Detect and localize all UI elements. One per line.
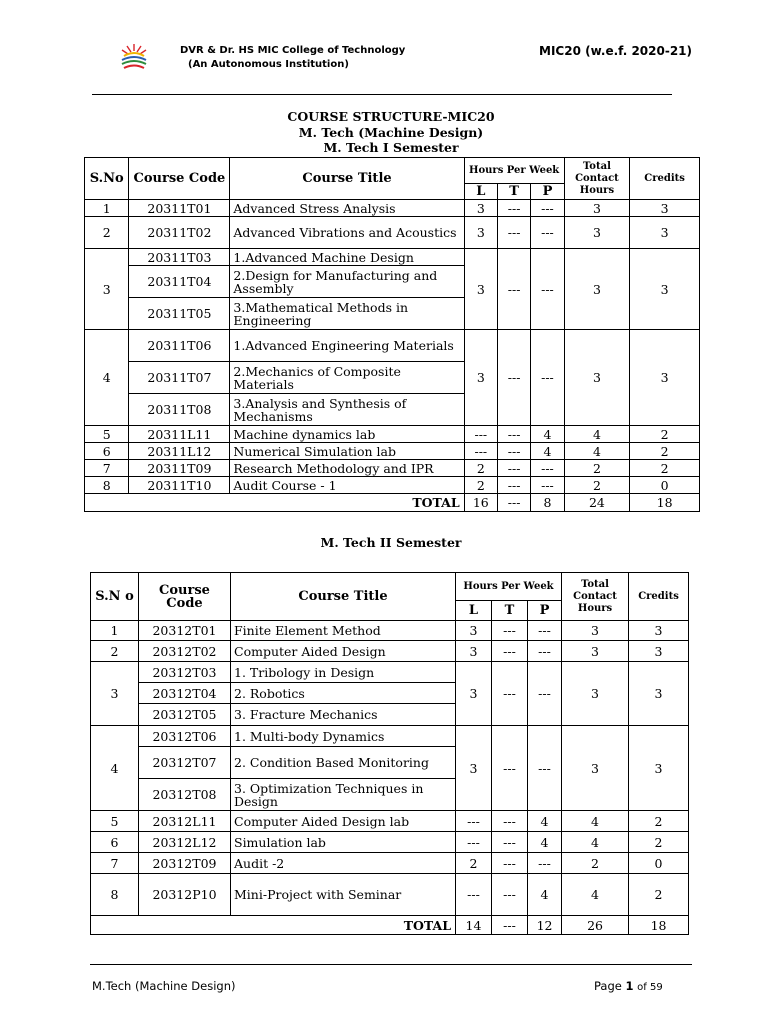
table-row [91,811,689,832]
cell-course-code: 20312T04 [139,683,231,704]
table-row [91,874,689,916]
document-titles [0,109,768,156]
header-sno: S.N o [91,573,139,621]
cell-credits: 2 [630,443,700,460]
table-row [85,330,700,362]
cell-course-title: 1. Multi-body Dynamics [231,726,456,747]
header-p: P [528,601,562,621]
cell-contact-hours: 4 [562,874,629,916]
cell-course-code: 20312T09 [139,853,231,874]
cell-p: 4 [528,811,562,832]
cell-contact-hours: 3 [564,330,630,426]
cell-credits: 2 [630,426,700,443]
cell-course-code: 20311T07 [129,362,230,394]
total-p: 12 [528,916,562,935]
cell-course-title: 1. Tribology in Design [231,662,456,683]
cell-course-title: Computer Aided Design [231,641,456,662]
header-hours-per-week: Hours Per Week [456,573,562,601]
cell-course-code: 20312T08 [139,779,231,811]
table-row [85,426,700,443]
cell-course-title: Mini-Project with Seminar [231,874,456,916]
table-row [85,249,700,266]
cell-t: --- [497,200,530,217]
cell-course-title: Advanced Vibrations and Acoustics [230,217,464,249]
cell-contact-hours: 4 [562,832,629,853]
cell-contact-hours: 4 [564,443,630,460]
semester-2-table [90,572,689,935]
college-subtitle: (An Autonomous Institution) [188,59,349,70]
cell-sno: 8 [91,874,139,916]
cell-l: --- [464,426,497,443]
cell-course-code: 20311T05 [129,298,230,330]
cell-credits: 0 [629,853,689,874]
semester-2-title: M. Tech II Semester [320,535,462,550]
cell-l: 2 [464,460,497,477]
cell-course-title: 1.Advanced Machine Design [230,249,464,266]
cell-l: --- [456,832,492,853]
table-row [91,832,689,853]
cell-p: --- [528,662,562,726]
cell-p: --- [528,726,562,811]
cell-l: 2 [456,853,492,874]
header-sno: S.No [85,158,129,200]
footer-divider [90,964,692,965]
cell-course-title: 3.Analysis and Synthesis of Mechanisms [230,394,464,426]
cell-t: --- [497,330,530,426]
cell-course-title: 2.Design for Manufacturing and Assembly [230,266,464,298]
cell-course-title: 3. Optimization Techniques in Design [231,779,456,811]
cell-course-title: Finite Element Method [231,621,456,641]
cell-course-code: 20312T01 [139,621,231,641]
cell-sno: 5 [85,426,129,443]
table-row [91,621,689,641]
cell-course-title: Machine dynamics lab [230,426,464,443]
semester-1-title: M. Tech I Semester [323,140,459,155]
page-label: Page [594,979,622,993]
page-current: 1 [625,979,634,993]
cell-course-title: 2. Robotics [231,683,456,704]
cell-course-title: Audit -2 [231,853,456,874]
cell-credits: 2 [629,874,689,916]
cell-credits: 3 [630,217,700,249]
header-hours-per-week: Hours Per Week [464,158,564,184]
page-number [594,979,663,993]
cell-course-title: 3. Fracture Mechanics [231,704,456,726]
cell-course-code: 20311T09 [129,460,230,477]
cell-sno: 7 [85,460,129,477]
cell-sno: 3 [85,249,129,330]
header-total-contact-hours: Total Contact Hours [562,573,629,621]
cell-contact-hours: 3 [562,726,629,811]
cell-p: --- [528,641,562,662]
cell-contact-hours: 3 [564,200,630,217]
cell-course-code: 20311L12 [129,443,230,460]
cell-p: --- [528,853,562,874]
cell-course-title: Computer Aided Design lab [231,811,456,832]
cell-sno: 1 [91,621,139,641]
header-credits: Credits [630,158,700,200]
cell-course-code: 20312T02 [139,641,231,662]
cell-course-title: 1.Advanced Engineering Materials [230,330,464,362]
cell-credits: 3 [630,200,700,217]
table-row [85,217,700,249]
table-row [85,443,700,460]
cell-sno: 7 [91,853,139,874]
footer-program: M.Tech (Machine Design) [92,979,236,993]
total-label: TOTAL [91,916,456,935]
cell-p: --- [528,621,562,641]
course-structure-title: COURSE STRUCTURE-MIC20 [287,109,495,124]
header-credits: Credits [629,573,689,621]
header-l: L [456,601,492,621]
cell-l: --- [456,811,492,832]
cell-p: --- [531,477,564,494]
cell-course-code: 20312T03 [139,662,231,683]
page-total: of 59 [637,982,663,993]
header-course-title: Course Title [231,573,456,621]
cell-l: 2 [464,477,497,494]
cell-t: --- [492,641,528,662]
cell-contact-hours: 4 [564,426,630,443]
total-contact-hours: 24 [564,494,630,512]
cell-course-title: 2.Mechanics of Composite Materials [230,362,464,394]
total-l: 14 [456,916,492,935]
cell-credits: 3 [630,330,700,426]
cell-credits: 3 [630,249,700,330]
cell-t: --- [497,426,530,443]
cell-credits: 3 [629,621,689,641]
cell-contact-hours: 2 [562,853,629,874]
total-t: --- [497,494,530,512]
cell-p: 4 [528,874,562,916]
header-course-title: Course Title [230,158,464,200]
cell-l: --- [464,443,497,460]
cell-course-code: 20312T07 [139,747,231,779]
cell-course-title: Advanced Stress Analysis [230,200,464,217]
college-header [180,44,405,72]
total-credits: 18 [629,916,689,935]
total-p: 8 [531,494,564,512]
cell-contact-hours: 2 [564,460,630,477]
cell-course-code: 20311T04 [129,266,230,298]
cell-l: 3 [464,217,497,249]
cell-sno: 2 [91,641,139,662]
table-row [91,726,689,747]
cell-l: 3 [464,249,497,330]
header-p: P [531,184,564,200]
cell-l: --- [456,874,492,916]
cell-credits: 3 [629,726,689,811]
cell-contact-hours: 3 [564,217,630,249]
cell-l: 3 [456,641,492,662]
cell-course-code: 20312L11 [139,811,231,832]
cell-p: --- [531,249,564,330]
cell-t: --- [492,726,528,811]
cell-contact-hours: 2 [564,477,630,494]
total-label: TOTAL [85,494,465,512]
header-t: T [497,184,530,200]
table-row [85,200,700,217]
cell-p: 4 [531,443,564,460]
cell-sno: 6 [91,832,139,853]
cell-course-code: 20311T01 [129,200,230,217]
cell-l: 3 [464,200,497,217]
cell-course-code: 20312P10 [139,874,231,916]
cell-l: 3 [464,330,497,426]
cell-t: --- [492,621,528,641]
total-credits: 18 [630,494,700,512]
cell-course-title: 2. Condition Based Monitoring [231,747,456,779]
cell-t: --- [492,662,528,726]
table-row [91,662,689,683]
cell-sno: 2 [85,217,129,249]
cell-credits: 2 [629,832,689,853]
cell-t: --- [492,874,528,916]
cell-p: --- [531,217,564,249]
cell-course-title: Numerical Simulation lab [230,443,464,460]
cell-t: --- [497,217,530,249]
cell-contact-hours: 3 [564,249,630,330]
college-logo [118,42,150,70]
cell-credits: 3 [629,641,689,662]
cell-credits: 2 [629,811,689,832]
cell-t: --- [497,443,530,460]
cell-contact-hours: 3 [562,621,629,641]
table-row [85,460,700,477]
cell-p: --- [531,460,564,477]
cell-credits: 2 [630,460,700,477]
cell-t: --- [497,249,530,330]
cell-course-code: 20311T02 [129,217,230,249]
cell-course-code: 20311T10 [129,477,230,494]
header-course-code: Course Code [139,573,231,621]
cell-l: 3 [456,662,492,726]
cell-course-title: Research Methodology and IPR [230,460,464,477]
cell-course-code: 20312L12 [139,832,231,853]
cell-t: --- [497,460,530,477]
cell-p: 4 [528,832,562,853]
header-t: T [492,601,528,621]
cell-course-code: 20312T05 [139,704,231,726]
cell-l: 3 [456,726,492,811]
cell-course-code: 20312T06 [139,726,231,747]
cell-p: 4 [531,426,564,443]
program-title: M. Tech (Machine Design) [298,124,484,140]
total-row [85,494,700,512]
semester-1-table [84,157,700,512]
cell-course-title: Simulation lab [231,832,456,853]
cell-course-code: 20311T03 [129,249,230,266]
cell-course-code: 20311L11 [129,426,230,443]
header-divider [92,94,672,95]
total-l: 16 [464,494,497,512]
cell-sno: 6 [85,443,129,460]
table-row [85,477,700,494]
cell-course-code: 20311T06 [129,330,230,362]
cell-contact-hours: 3 [562,641,629,662]
cell-contact-hours: 3 [562,662,629,726]
cell-p: --- [531,330,564,426]
total-row [91,916,689,935]
cell-sno: 1 [85,200,129,217]
cell-t: --- [492,832,528,853]
cell-course-code: 20311T08 [129,394,230,426]
header-total-contact-hours: Total Contact Hours [564,158,630,200]
college-name: DVR & Dr. HS MIC College of Technology [180,45,406,56]
cell-l: 3 [456,621,492,641]
cell-course-title: Audit Course - 1 [230,477,464,494]
cell-t: --- [492,811,528,832]
cell-t: --- [492,853,528,874]
table-row [91,641,689,662]
cell-credits: 0 [630,477,700,494]
cell-sno: 4 [91,726,139,811]
header-l: L [464,184,497,200]
cell-sno: 3 [91,662,139,726]
cell-t: --- [497,477,530,494]
table-row [91,853,689,874]
total-t: --- [492,916,528,935]
cell-sno: 5 [91,811,139,832]
cell-contact-hours: 4 [562,811,629,832]
cell-course-title: 3.Mathematical Methods in Engineering [230,298,464,330]
cell-p: --- [531,200,564,217]
cell-sno: 8 [85,477,129,494]
cell-sno: 4 [85,330,129,426]
cell-credits: 3 [629,662,689,726]
total-contact-hours: 26 [562,916,629,935]
header-course-code: Course Code [129,158,230,200]
regulation-code: MIC20 (w.e.f. 2020-21) [539,44,693,58]
